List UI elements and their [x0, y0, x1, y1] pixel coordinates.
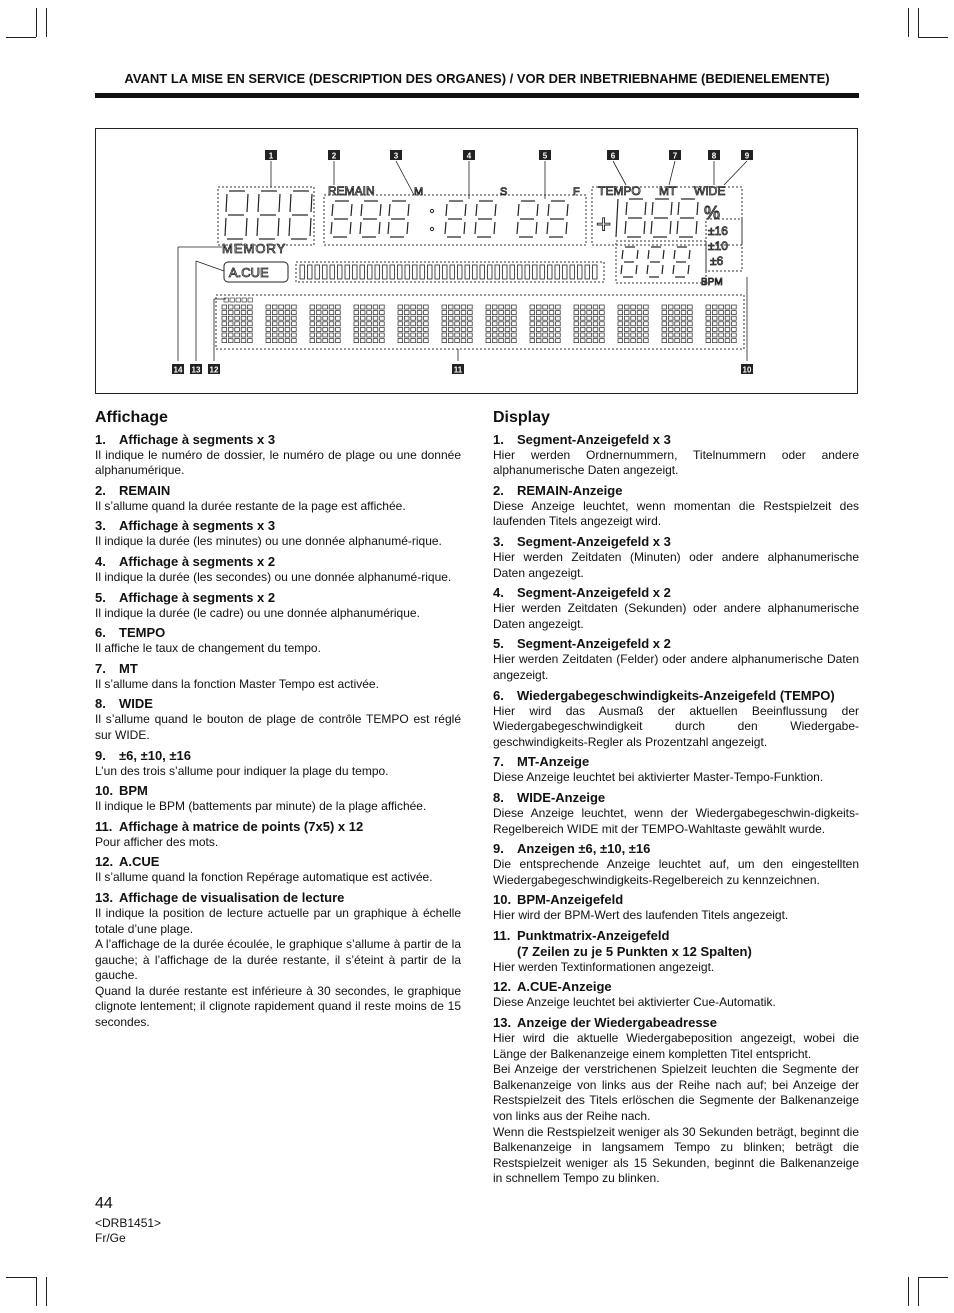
item-heading — [493, 534, 859, 550]
item-heading — [493, 1015, 859, 1031]
item-body — [95, 499, 461, 515]
callout-number: 6 — [610, 151, 616, 161]
item-paragraph: Bei Anzeige der verstrichenen Spielzeit leuchten die Segmente der Balkenanzeige von links aus der Reihe nach auf; bei Anzeige der Restspielzeit des Titels erlöschen die Segmente der Balkenanzeige von links aus der Reihe nach. — [493, 1062, 859, 1124]
item-body — [95, 677, 461, 693]
header-rule — [95, 93, 859, 98]
dot-matrix-display — [216, 295, 744, 349]
crop-mark — [46, 8, 47, 37]
item-paragraph: Hier werden Textinformationen angezeigt. — [493, 959, 715, 974]
item-number: 11. — [493, 927, 511, 943]
item-paragraph: Hier werden Ordnernummern, Titelnummern oder andere alphanumerische Daten angezeigt. — [493, 447, 859, 478]
item-heading-text: Affichage de visualisation de lecture — [119, 889, 345, 905]
item-body — [493, 601, 859, 632]
item-heading — [95, 483, 461, 499]
item-paragraph: Il indique la durée (les secondes) ou une donnée alphanumé-rique. — [95, 569, 452, 584]
percent-label: % — [704, 203, 721, 223]
page-number: 44 — [95, 1195, 113, 1212]
section-title-affichage: Affichage — [95, 409, 168, 426]
item-body — [95, 764, 461, 780]
crop-mark — [918, 1277, 948, 1278]
playing-address-bar — [296, 262, 604, 282]
item-paragraph: L’un des trois s’allume pour indiquer la plage du tempo. — [95, 763, 389, 778]
callout-number: 14 — [173, 365, 183, 375]
section-title-display: Display — [493, 409, 550, 426]
item-heading — [95, 554, 461, 570]
item-paragraph: Diese Anzeige leuchtet bei aktivierter Master-Tempo-Funktion. — [493, 770, 824, 785]
list-item — [493, 432, 859, 479]
item-heading — [95, 432, 461, 448]
acue-label: A.CUE — [229, 265, 269, 280]
item-heading — [493, 636, 859, 652]
item-body — [493, 960, 859, 976]
item-heading — [493, 928, 859, 944]
callout-marker — [607, 150, 619, 161]
item-number: 13. — [95, 889, 114, 905]
callout-marker — [172, 364, 184, 375]
item-body — [493, 499, 859, 530]
list-item — [493, 892, 859, 924]
item-heading — [95, 696, 461, 712]
callout-marker — [190, 364, 202, 375]
item-paragraph: Diese Anzeige leuchtet bei aktivierter Cue-Automatik. — [493, 995, 776, 1010]
callout-number: 1 — [268, 151, 274, 161]
item-paragraph: Il s’allume dans la fonction Master Tempo est activée. — [95, 676, 379, 691]
callout-number: 3 — [393, 151, 399, 161]
item-body — [493, 704, 859, 751]
item-heading-text: Segment-Anzeigefeld x 2 — [517, 585, 671, 601]
list-item — [95, 590, 461, 622]
list-item — [95, 696, 461, 743]
item-heading — [95, 590, 461, 606]
callout-number: 13 — [191, 365, 201, 375]
item-paragraph: Quand la durée restante est inférieure à 30 secondes, le graphique clignote lentement; il clignote rapidement quand il reste moins de 15 secondes. — [95, 983, 461, 1030]
item-heading — [95, 748, 461, 764]
callout-number: 10 — [742, 365, 752, 375]
list-item — [95, 748, 461, 780]
seven-segment-digit — [621, 247, 638, 277]
item-number: 8. — [493, 789, 504, 805]
language-code: Fr/Ge — [95, 1231, 126, 1245]
item-heading — [95, 625, 461, 641]
item-paragraph: Pour afficher des mots. — [95, 834, 219, 849]
document-code: <DRB1451> — [95, 1216, 162, 1230]
item-heading — [493, 892, 859, 908]
item-body — [493, 550, 859, 581]
item-body — [95, 835, 461, 851]
item-heading-text: Affichage à segments x 3 — [119, 431, 276, 447]
item-heading-text: Wiedergabegeschwindigkeits-Anzeigefeld (TEMPO) — [517, 687, 835, 703]
callout-number: 11 — [453, 365, 463, 375]
list-item — [95, 819, 461, 851]
seven-segment-digit — [673, 247, 690, 277]
item-number: 12. — [493, 979, 512, 995]
item-paragraph: Il indique le BPM (battements par minute) de la plage affichée. — [95, 799, 427, 814]
item-list-french — [95, 432, 461, 1031]
item-number: 7. — [493, 754, 504, 770]
item-number: 7. — [95, 660, 106, 676]
seven-segment-digit — [331, 201, 352, 237]
callout-marker — [452, 364, 464, 375]
crop-mark — [908, 8, 909, 37]
list-item — [95, 854, 461, 886]
list-item — [493, 636, 859, 683]
list-item — [493, 979, 859, 1011]
item-number: 6. — [95, 625, 106, 641]
item-heading-text: Punktmatrix-Anzeigefeld — [517, 927, 670, 943]
callout-number: 5 — [542, 151, 548, 161]
item-number: 6. — [493, 687, 504, 703]
crop-mark — [36, 1277, 37, 1306]
display-diagram-svg — [96, 129, 859, 395]
column-french — [95, 410, 461, 1035]
range-10-label: ±10 — [708, 239, 728, 253]
item-body — [95, 712, 461, 743]
item-heading — [493, 790, 859, 806]
item-body — [95, 906, 461, 1031]
callout-marker — [539, 150, 551, 161]
item-heading-text: ±6, ±10, ±16 — [119, 747, 192, 763]
item-heading — [493, 483, 859, 499]
seven-segment-digit — [547, 201, 568, 237]
seven-segment-digit — [647, 247, 664, 277]
seven-segment-digit — [388, 201, 409, 237]
item-body — [95, 606, 461, 622]
item-heading-text: BPM-Anzeigefeld — [517, 892, 624, 908]
item-heading-text: A.CUE — [119, 854, 160, 870]
seven-segment-digit — [517, 201, 538, 237]
item-body — [493, 652, 859, 683]
item-heading-text: Segment-Anzeigefeld x 3 — [517, 431, 671, 447]
item-heading-text: A.CUE-Anzeige — [517, 979, 612, 995]
item-paragraph: Il s’allume quand la fonction Repérage automatique est activée. — [95, 870, 433, 885]
item-body — [493, 448, 859, 479]
list-item — [95, 432, 461, 479]
item-paragraph: Il indique le numéro de dossier, le numéro de plage ou une donnée alphanumérique. — [95, 447, 461, 478]
list-item — [493, 790, 859, 837]
folder-digits-frame — [218, 187, 314, 245]
list-item — [95, 483, 461, 515]
item-number: 10. — [95, 783, 114, 799]
item-heading-text: MT — [119, 660, 138, 676]
item-body — [95, 534, 461, 550]
item-body — [95, 570, 461, 586]
callout-marker — [390, 150, 402, 161]
footer-code — [95, 1216, 161, 1246]
range-6-label: ±6 — [710, 254, 724, 268]
time-colon-dot — [430, 227, 433, 230]
list-item — [95, 625, 461, 657]
seven-segment-digit — [445, 201, 466, 237]
item-paragraph: Wenn die Restspielzeit weniger als 30 Sekunden beträgt, beginnt die Balkenanzeige in langsamem Tempo zu blinken; beträgt die Restspielzeit weniger als 15 Sekunden, beginnt die Balkenanzeige in schnellem Tempo zu blinken. — [493, 1124, 860, 1186]
callout-marker — [265, 150, 277, 161]
crop-mark — [46, 1277, 47, 1306]
item-heading-text: Anzeige der Wiedergabeadresse — [517, 1015, 718, 1031]
item-body — [493, 857, 859, 888]
list-item — [95, 661, 461, 693]
frames-label: F — [573, 186, 580, 198]
item-heading-text: BPM — [119, 783, 148, 799]
item-number: 10. — [493, 892, 512, 908]
item-body — [493, 1031, 859, 1187]
item-paragraph: Il indique la durée (le cadre) ou une donnée alphanumérique. — [95, 605, 420, 620]
item-paragraph: Hier werden Zeitdaten (Felder) oder andere alphanumerische Daten angezeigt. — [493, 652, 859, 682]
item-number: 1. — [493, 431, 504, 447]
memory-label: MEMORY — [222, 241, 287, 256]
item-heading — [493, 754, 859, 770]
item-body — [95, 799, 461, 815]
callout-marker — [708, 150, 720, 161]
list-item — [493, 534, 859, 581]
item-heading — [95, 661, 461, 677]
seven-segment-digit — [257, 191, 280, 239]
callout-number: 9 — [744, 151, 750, 161]
item-heading — [95, 854, 461, 870]
item-paragraph: A l’affichage de la durée écoulée, le graphique s’allume à partir de la gauche; à l’affichage de la durée restante, il s’éteint à partir de la gauche. — [95, 937, 461, 983]
callout-marker — [741, 150, 753, 161]
item-paragraph: Die entsprechende Anzeige leuchtet auf, um den eingestellten Wiedergabegeschwindigkeits-Regelbereich zu kennzeichnen. — [493, 857, 859, 887]
item-heading — [493, 585, 859, 601]
item-body — [493, 995, 859, 1011]
list-item — [493, 841, 859, 888]
item-paragraph: Diese Anzeige leuchtet, wenn der Wiedergabegeschwin-digkeits-Regelbereich WIDE mit der TEMPO-Wahltaste gewählt wurde. — [493, 805, 859, 836]
display-diagram — [95, 128, 858, 394]
item-number: 1. — [95, 431, 106, 447]
list-item — [493, 688, 859, 751]
item-heading-line2: (7 Zeilen zu je 5 Punkten x 12 Spalten) — [517, 943, 752, 959]
callout-marker — [669, 150, 681, 161]
seven-segment-digit — [360, 201, 381, 237]
crop-mark — [6, 1277, 36, 1278]
time-colon-dot — [430, 209, 433, 212]
crop-mark — [918, 1277, 919, 1306]
item-heading-text: Segment-Anzeigefeld x 2 — [517, 636, 671, 652]
item-heading — [493, 688, 859, 704]
item-heading-text: Anzeigen ±6, ±10, ±16 — [517, 841, 651, 857]
item-number: 4. — [95, 553, 106, 569]
item-heading — [95, 819, 461, 835]
seven-segment-digit — [677, 199, 698, 237]
item-number: 5. — [493, 636, 504, 652]
list-item — [95, 890, 461, 1031]
list-item — [95, 518, 461, 550]
item-number: 3. — [493, 533, 504, 549]
list-item — [493, 1015, 859, 1187]
item-paragraph: Hier werden Zeitdaten (Minuten) oder andere alphanumerische Daten angezeigt. — [493, 549, 859, 580]
item-paragraph: Hier wird die aktuelle Wiedergabeposition angezeigt, wobei die Länge der Balkenanzeige einem kompletten Titel entspricht. — [493, 1031, 859, 1061]
item-number: 8. — [95, 696, 106, 712]
crop-mark — [908, 1277, 909, 1306]
item-paragraph: Il indique la position de lecture actuelle par un graphique à échelle totale d’une plage. — [95, 905, 461, 936]
item-number: 3. — [95, 518, 106, 534]
item-body — [95, 641, 461, 657]
item-number: 12. — [95, 854, 114, 870]
crop-mark — [918, 37, 948, 38]
callout-marker — [463, 150, 475, 161]
minutes-label: M — [414, 186, 424, 198]
item-body — [493, 770, 859, 786]
item-list-german — [493, 432, 859, 1187]
item-heading — [95, 890, 461, 906]
item-number: 5. — [95, 589, 106, 605]
seconds-label: S — [500, 186, 508, 198]
item-number: 13. — [493, 1015, 512, 1031]
list-item — [493, 928, 859, 976]
item-body — [95, 870, 461, 886]
callout-number: 4 — [466, 151, 472, 161]
item-body — [95, 448, 461, 479]
item-heading-text: WIDE — [119, 696, 153, 712]
wide-label: WIDE — [694, 184, 726, 198]
range-16-label: ±16 — [708, 224, 728, 238]
item-heading-text: TEMPO — [119, 625, 166, 641]
seven-segment-digit — [651, 199, 672, 237]
item-paragraph: Il s’allume quand le bouton de plage de contrôle TEMPO est réglé sur WIDE. — [95, 712, 461, 742]
item-paragraph: Hier wird der BPM-Wert des laufenden Titels angezeigt. — [493, 908, 789, 923]
item-heading — [493, 841, 859, 857]
item-body — [493, 806, 859, 837]
callout-number: 2 — [331, 151, 337, 161]
item-heading — [95, 783, 461, 799]
item-number: 9. — [493, 841, 504, 857]
item-number: 2. — [95, 482, 106, 498]
callout-number: 7 — [672, 151, 678, 161]
item-heading-text: REMAIN — [119, 482, 171, 498]
list-item — [95, 783, 461, 815]
callout-marker — [208, 364, 220, 375]
item-heading-text: Affichage à segments x 3 — [119, 518, 276, 534]
item-heading-text: Segment-Anzeigefeld x 3 — [517, 533, 671, 549]
list-item — [95, 554, 461, 586]
seven-segment-digit — [225, 191, 248, 239]
list-item — [493, 585, 859, 632]
remain-label: REMAIN — [328, 184, 375, 198]
callout-marker — [741, 364, 753, 375]
callout-number: 12 — [209, 365, 219, 375]
crop-mark — [6, 37, 36, 38]
seven-segment-digit — [475, 201, 496, 237]
item-heading-text: REMAIN-Anzeige — [517, 482, 623, 498]
item-body — [493, 908, 859, 924]
item-number: 2. — [493, 482, 504, 498]
list-item — [493, 754, 859, 786]
callout-number: 8 — [711, 151, 717, 161]
bpm-label: BPM — [701, 277, 723, 288]
item-number: 9. — [95, 747, 106, 763]
item-heading-text: WIDE-Anzeige — [517, 789, 606, 805]
item-heading — [95, 518, 461, 534]
item-heading-text: Affichage à matrice de points (7x5) x 12 — [119, 818, 364, 834]
item-paragraph: Hier wird das Ausmaß der aktuellen Beeinflussung der Wiedergabegeschwindigkeit durch den Wiedergabe-geschwindigkeits-Regler als Prozentzahl angezeigt. — [493, 703, 859, 749]
item-heading — [493, 432, 859, 448]
item-paragraph: Il s’allume quand la durée restante de la page est affichée. — [95, 498, 406, 513]
page-header-title: AVANT LA MISE EN SERVICE (DESCRIPTION DES ORGANES) / VOR DER INBETRIEBNAHME (BEDIENELEMENTE) — [124, 71, 830, 86]
item-heading-text: MT-Anzeige — [517, 754, 590, 770]
crop-mark — [918, 8, 919, 37]
item-heading-text: Affichage à segments x 2 — [119, 589, 276, 605]
item-paragraph: Hier werden Zeitdaten (Sekunden) oder andere alphanumerische Daten angezeigt. — [493, 601, 859, 631]
seven-segment-digit — [289, 191, 312, 239]
callout-marker — [328, 150, 340, 161]
mt-label: MT — [659, 184, 677, 198]
item-number: 11. — [95, 818, 113, 834]
seven-segment-digit — [625, 199, 646, 237]
crop-mark — [36, 8, 37, 37]
list-item — [493, 483, 859, 530]
item-paragraph: Il indique la durée (les minutes) ou une donnée alphanumé-rique. — [95, 534, 442, 549]
column-german — [493, 410, 859, 1191]
tempo-label: TEMPO — [598, 184, 641, 198]
item-heading-text: Affichage à segments x 2 — [119, 553, 276, 569]
item-paragraph: Il affiche le taux de changement du tempo. — [95, 641, 321, 656]
item-number: 4. — [493, 585, 504, 601]
item-heading — [493, 979, 859, 995]
tempo-sign: + — [596, 209, 612, 239]
item-paragraph: Diese Anzeige leuchtet, wenn momentan die Restspielzeit des laufenden Titels angezeigt wird. — [493, 498, 859, 529]
